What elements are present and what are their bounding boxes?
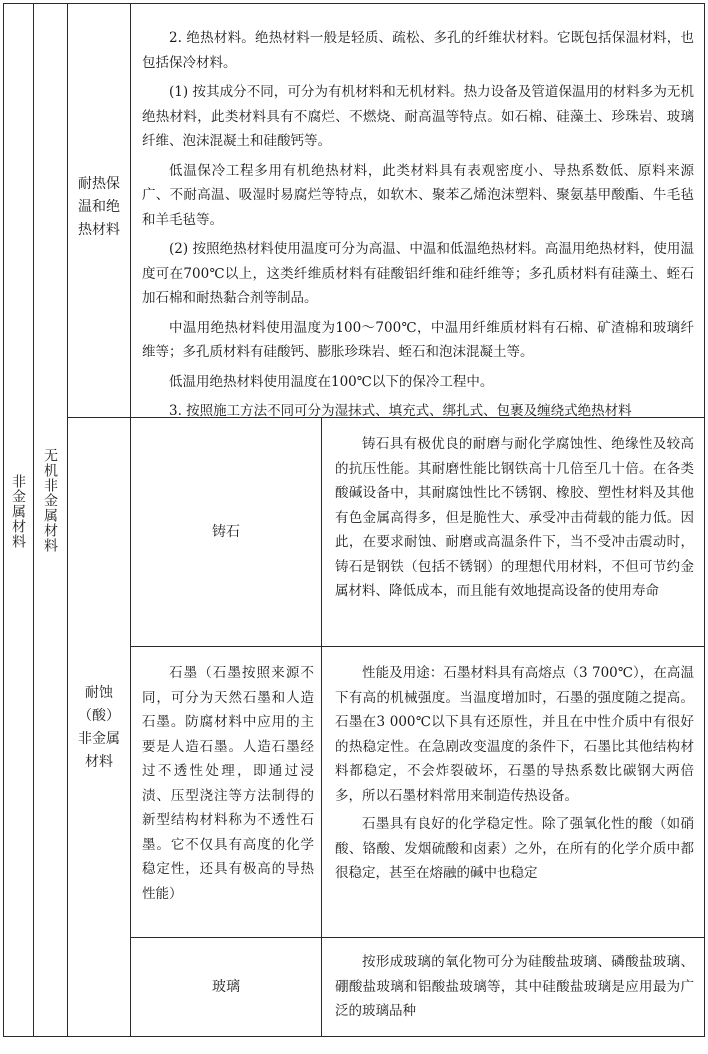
material-desc xyxy=(335,950,694,1024)
paragraph: (1) 按其成分不同，可分为有机材料和无机材料。热力设备及管道保温用的材料多为无机绝热材料，此类材料具有不腐烂、不燃烧、耐高温等特点。如石棉、硅藻土、珍珠岩、玻璃纤维、泡沫混凝土和硅酸钙等。 xyxy=(142,84,694,149)
material-desc xyxy=(335,661,694,886)
material-name: 玻璃 xyxy=(212,978,240,995)
insulation-text xyxy=(142,26,694,424)
paragraph: 石墨具有良好的化学稳定性。除了强氧化性的酸（如硝酸、铬酸、发烟硫酸和卤素）之外，在所有的化学介质中都很稳定，甚至在熔融的碱中也稳定 xyxy=(335,816,694,881)
section-label xyxy=(68,152,130,262)
category-label: 非金属材料 xyxy=(10,474,26,549)
paragraph: 铸石具有极优良的耐磨与耐化学腐蚀性、绝缘性及较高的抗压性能。其耐磨性能比钢铁高十几倍至几十倍。在各类酸碱设备中，其耐腐蚀性比不锈钢、橡胶、塑性材料及其他有色金属高得多，但是脆性大、承受冲击荷载的能力低。因此，在要求耐蚀、耐磨或高温条件下，当不受冲击震动时，铸石是钢铁（包括不锈钢）的理想代用材料，不但可节约金属材料、降低成本，而且能有效地提高设备的使用寿命 xyxy=(335,436,694,599)
section-label-text: 耐蚀（酸）非金属材料 xyxy=(78,685,120,770)
divider xyxy=(130,646,704,647)
divider xyxy=(321,417,322,1036)
material-name xyxy=(142,661,314,906)
paragraph: 石墨（石墨按照来源不同，可分为天然石墨和人造石墨。防腐材料中应用的主要是人造石墨。人造石墨经过不透性处理，即通过浸渍、压型浇注等方法制得的新型结构材料称为不透性石墨。它不仅具有高度的化学稳定性，还具有极高的导热性能） xyxy=(142,665,314,902)
paragraph: 低温保冷工程多用有机绝热材料，此类材料具有表观密度小、导热系数低、原料来源广、不耐高温、吸湿时易腐烂等特点，如软木、聚苯乙烯泡沫塑料、聚氨基甲酸酯、牛毛毡和羊毛毡等。 xyxy=(142,162,694,228)
material-desc xyxy=(335,432,694,604)
divider xyxy=(33,4,34,1036)
subcategory-label: 无机非金属材料 xyxy=(42,448,58,553)
paragraph: 2. 绝热材料。绝热材料一般是轻质、疏松、多孔的纤维状材料。它既包括保温材料，也包括保冷材料。 xyxy=(142,30,694,71)
material-table xyxy=(3,3,705,1037)
section-label-text: 耐热保温和绝热材料 xyxy=(78,175,120,238)
section-label xyxy=(68,668,130,788)
paragraph: 按形成玻璃的氧化物可分为硅酸盐玻璃、磷酸盐玻璃、硼酸盐玻璃和铝酸盐玻璃等，其中硅酸盐玻璃是应用最为广泛的玻璃品种 xyxy=(335,954,694,1019)
material-name: 铸石 xyxy=(212,523,240,540)
paragraph: 中温用绝热材料使用温度为100～700℃，中温用纤维质材料有石棉、矿渣棉和玻璃纤维等；多孔质材料有硅酸钙、膨胀珍珠岩、蛭石和泡沫混凝土等。 xyxy=(142,319,694,360)
paragraph: 性能及用途：石墨材料具有高熔点（3 700℃），在高温下有高的机械强度。当温度增加时，石墨的强度随之提高。石墨在3 000℃以下具有还原性，并且在中性介质中有很好的热稳定性。在急剧改变温度的条件下，石墨比其他结构材料都稳定，不会炸裂破坏，石墨的导热系数比碳钢大两倍多，所以石墨材料常用来制造传热设备。 xyxy=(335,665,694,804)
paragraph: 低温用绝热材料使用温度在100℃以下的保冷工程中。 xyxy=(169,373,494,390)
paragraph: (2) 按照绝热材料使用温度可分为高温、中温和低温绝热材料。高温用绝热材料，使用温度可在700℃以上，这类纤维质材料有硅酸铝纤维和硅纤维等；多孔质材料有硅藻土、蛭石加石棉和耐热黏合剂等制品。 xyxy=(142,241,694,306)
paragraph: 3. 按照施工方法不同可分为湿抹式、填充式、绑扎式、包裹及缠绕式绝热材料 xyxy=(169,403,632,419)
